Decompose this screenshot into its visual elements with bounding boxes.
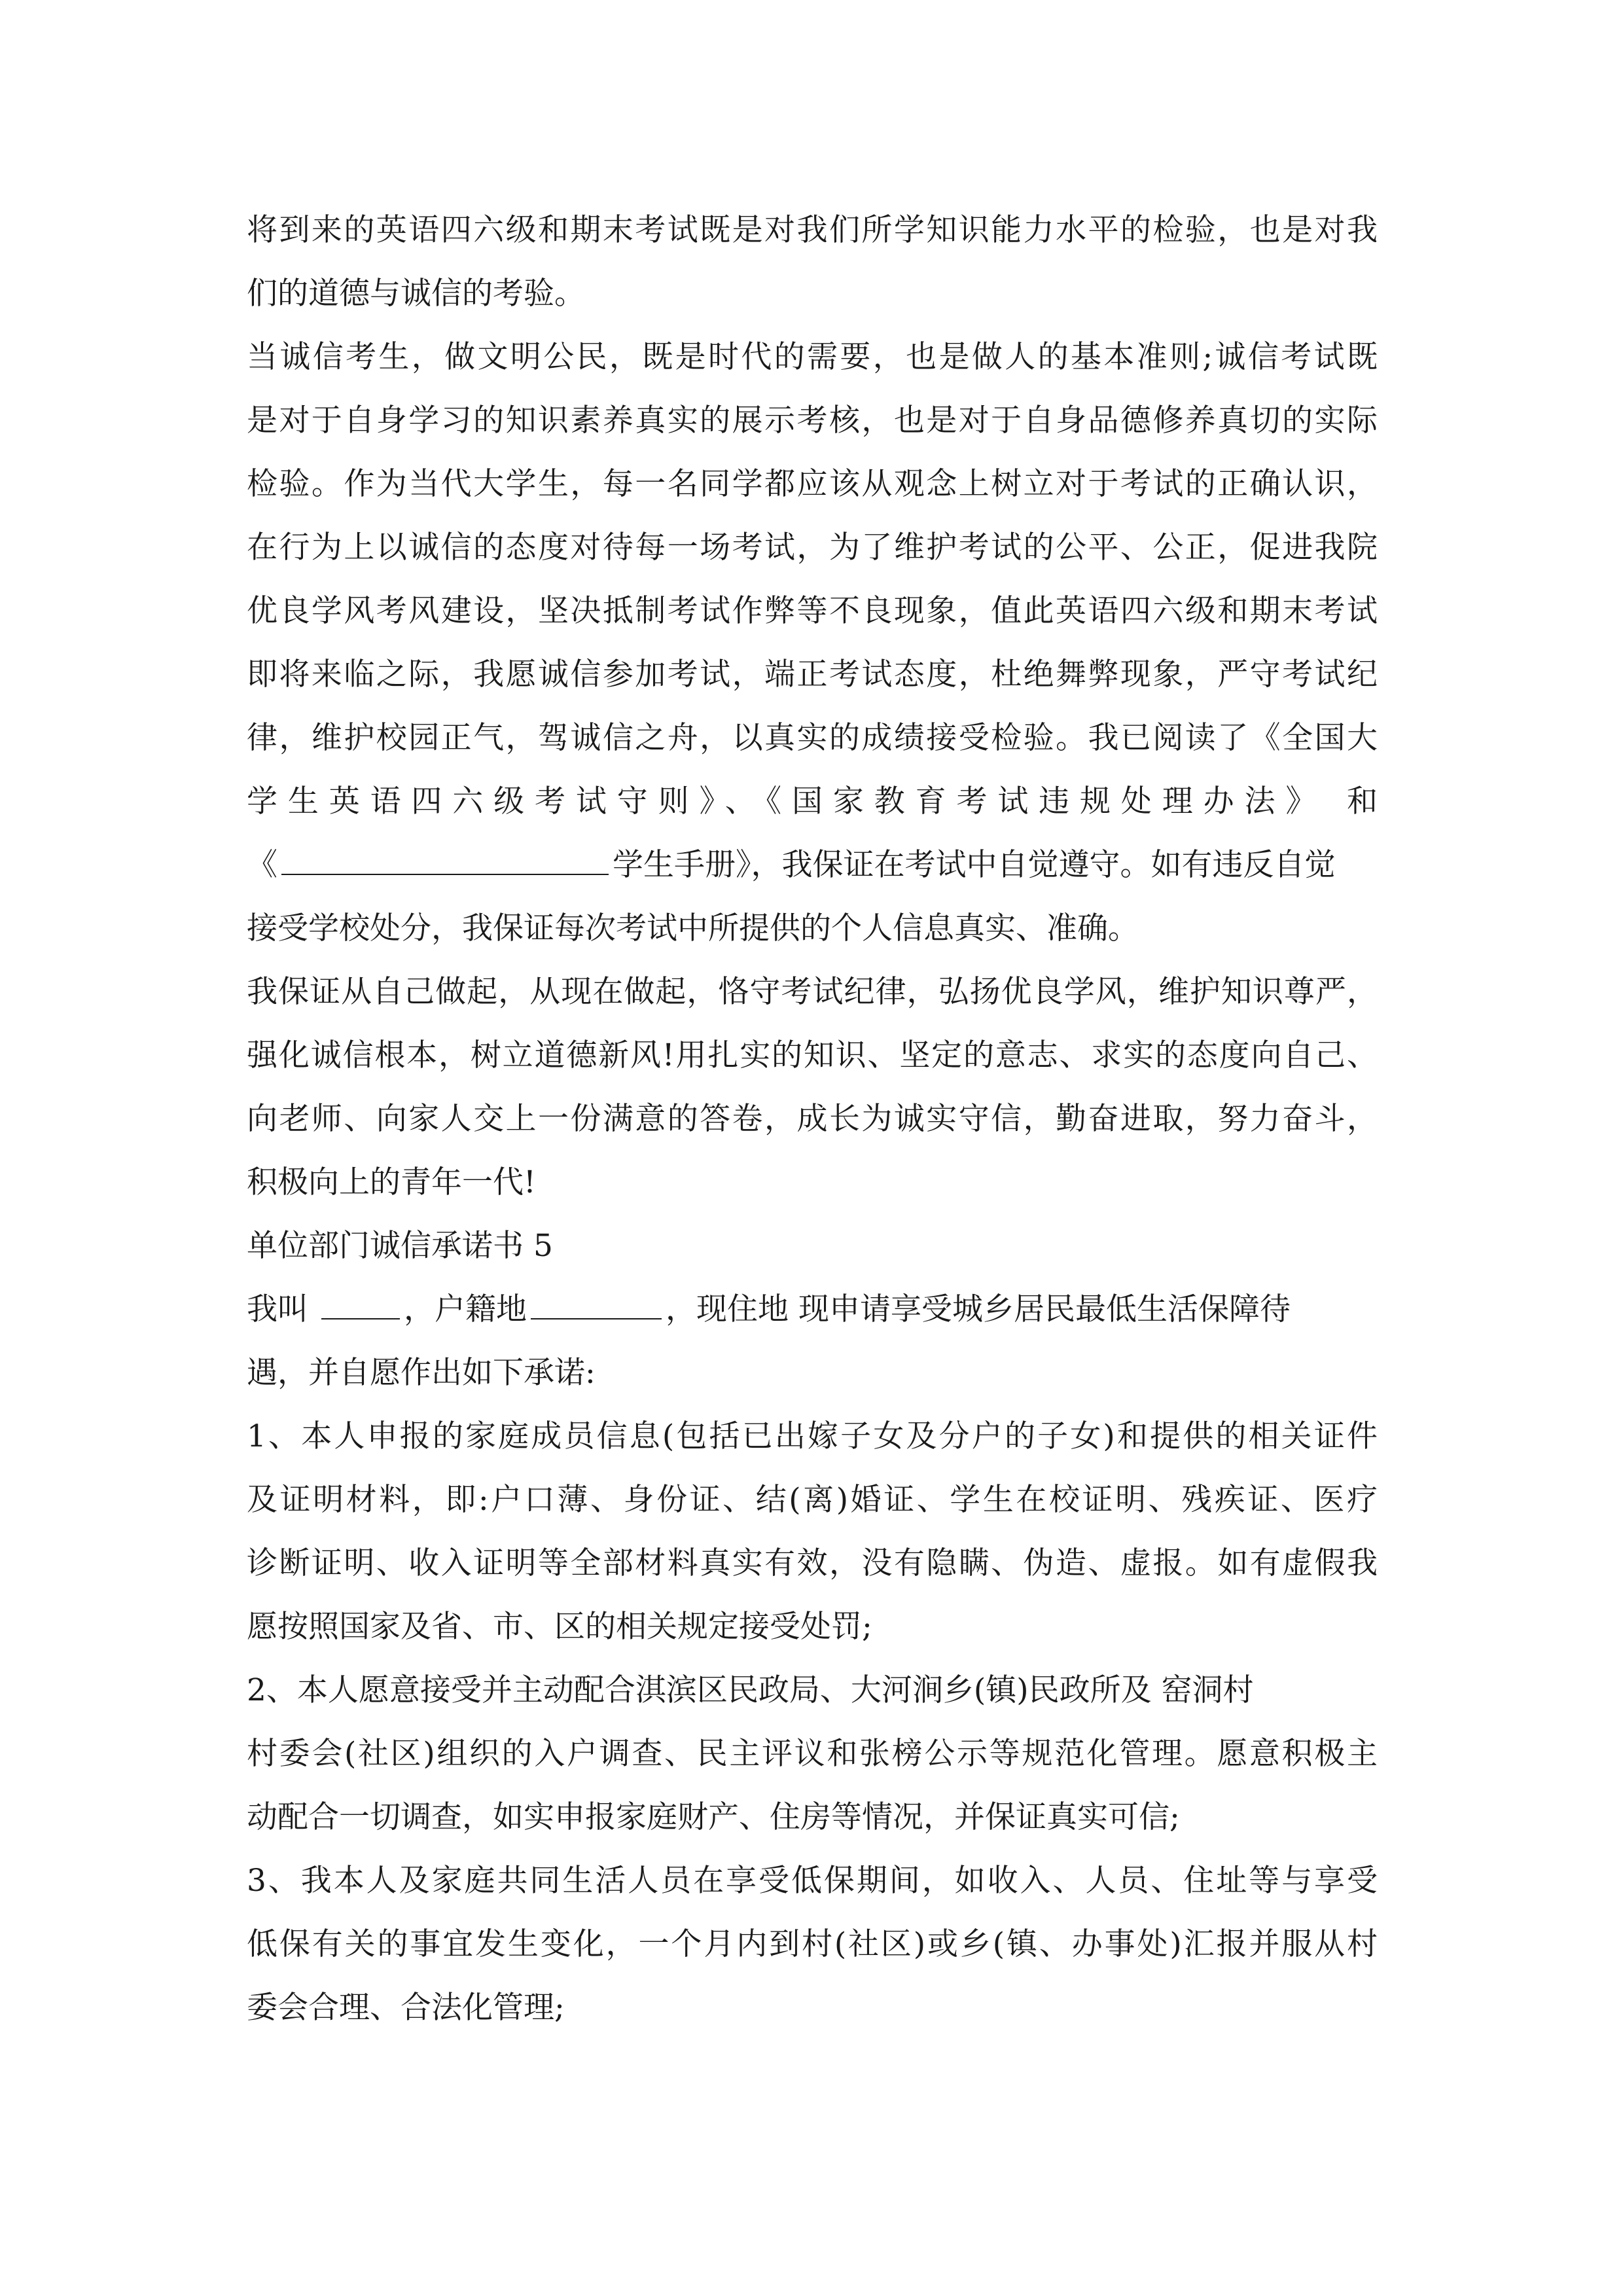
text-line: 强化诚信根本，树立道德新风!用扎实的知识、坚定的意志、求实的态度向自己、 bbox=[247, 1037, 1378, 1073]
text-line: 及证明材料，即:户口薄、身份证、结(离)婚证、学生在校证明、残疾证、医疗 bbox=[247, 1482, 1378, 1518]
text-line: 1、本人申报的家庭成员信息(包括已出嫁子女及分户的子女)和提供的相关证件 bbox=[247, 1418, 1378, 1454]
text-line: 诊断证明、收入证明等全部材料真实有效，没有隐瞒、伪造、虚报。如有虚假我 bbox=[247, 1545, 1378, 1581]
text-line: 动配合一切调查，如实申报家庭财产、住房等情况，并保证真实可信; bbox=[247, 1799, 1180, 1835]
text-line: 委会合理、合法化管理; bbox=[247, 1990, 565, 2026]
text-line: 积极向上的青年一代! bbox=[247, 1164, 536, 1200]
text-line: 接受学校处分，我保证每次考试中所提供的个人信息真实、准确。 bbox=[247, 910, 1139, 946]
pledge-part3: ，现住地 现申请享受城乡居民最低生活保障待 bbox=[666, 1291, 1291, 1327]
text-line: 村委会(社区)组织的入户调查、民主评议和张榜公示等规范化管理。愿意积极主 bbox=[247, 1736, 1378, 1772]
pledge-part1: 我叫 bbox=[247, 1291, 308, 1327]
school-name-blank bbox=[281, 848, 609, 875]
text-line: 当诚信考生，做文明公民，既是时代的需要，也是做人的基本准则;诚信考试既 bbox=[247, 339, 1378, 375]
text-line: 检验。作为当代大学生，每一名同学都应该从观念上树立对于考试的正确认识， bbox=[247, 466, 1378, 502]
handbook-prefix: 《 bbox=[247, 847, 277, 883]
text-line: 低保有关的事宜发生变化，一个月内到村(社区)或乡(镇、办事处)汇报并服从村 bbox=[247, 1926, 1378, 1962]
text-line: 3、我本人及家庭共同生活人员在享受低保期间，如收入、人员、住址等与享受 bbox=[247, 1863, 1378, 1899]
pledge-line bbox=[247, 1290, 1291, 1329]
text-line: 律，维护校园正气，驾诚信之舟，以真实的成绩接受检验。我已阅读了《全国大 bbox=[247, 720, 1378, 756]
text-line: 遇，并自愿作出如下承诺: bbox=[247, 1355, 596, 1391]
text-line: 们的道德与诚信的考验。 bbox=[247, 276, 585, 312]
text-line: 向老师、向家人交上一份满意的答卷，成长为诚实守信，勤奋进取，努力奋斗， bbox=[247, 1101, 1378, 1137]
text-line: 学生英语四六级考试守则》、《国家教育考试违规处理办法》 和 bbox=[247, 783, 1378, 819]
pledge-part2: ，户籍地 bbox=[404, 1291, 527, 1327]
text-line: 即将来临之际，我愿诚信参加考试，端正考试态度，杜绝舞弊现象，严守考试纪 bbox=[247, 656, 1378, 692]
text-line: 在行为上以诚信的态度对待每一场考试，为了维护考试的公平、公正，促进我院 bbox=[247, 529, 1378, 565]
text-line: 是对于自身学习的知识素养真实的展示考核，也是对于自身品德修养真切的实际 bbox=[247, 403, 1378, 439]
text-line: 我保证从自己做起，从现在做起，恪守考试纪律，弘扬优良学风，维护知识尊严， bbox=[247, 974, 1378, 1010]
residence-blank bbox=[531, 1292, 662, 1319]
text-line: 将到来的英语四六级和期末考试既是对我们所学知识能力水平的检验，也是对我 bbox=[247, 212, 1378, 248]
handbook-line bbox=[247, 846, 1336, 885]
text-line: 2、本人愿意接受并主动配合淇滨区民政局、大河涧乡(镇)民政所及 窑洞村 bbox=[247, 1672, 1254, 1708]
text-line: 愿按照国家及省、市、区的相关规定接受处罚; bbox=[247, 1609, 872, 1645]
handbook-suffix: 学生手册》，我保证在考试中自觉遵守。如有违反自觉 bbox=[613, 847, 1336, 883]
name-blank bbox=[321, 1292, 400, 1319]
section-title: 单位部门诚信承诺书 5 bbox=[247, 1228, 553, 1264]
text-line: 优良学风考风建设，坚决抵制考试作弊等不良现象，值此英语四六级和期末考试 bbox=[247, 593, 1378, 629]
